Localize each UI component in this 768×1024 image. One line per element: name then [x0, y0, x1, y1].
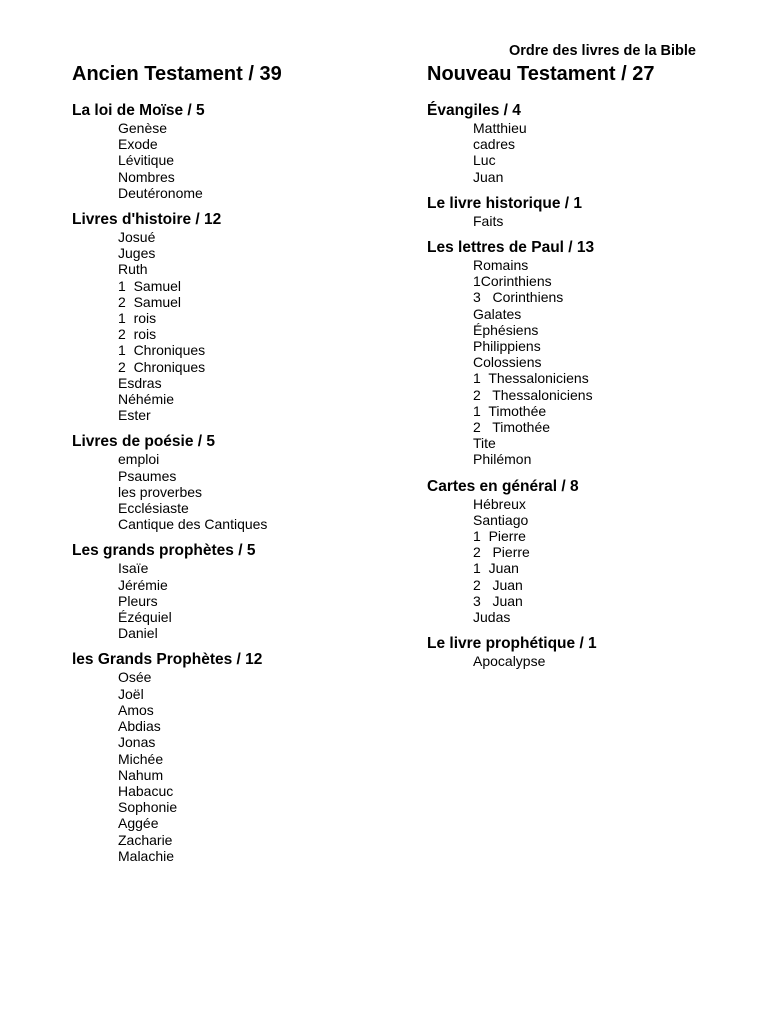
- book-item: 2 Timothée: [473, 419, 551, 436]
- book-item: Amos: [118, 701, 154, 718]
- section-title: Livres de poésie / 5: [72, 433, 216, 451]
- book-section: [427, 478, 727, 626]
- book-item: 2 Chroniques: [118, 358, 206, 375]
- old-testament-column: [72, 60, 402, 874]
- section-title: Cartes en général / 8: [427, 477, 579, 495]
- section-title: Le livre prophétique / 1: [427, 635, 597, 653]
- book-item: Michée: [118, 750, 164, 767]
- book-list: [427, 257, 727, 468]
- book-section: [427, 239, 727, 468]
- book-section: [72, 211, 402, 423]
- section-title: Le livre historique / 1: [427, 194, 583, 212]
- book-section: [427, 102, 727, 185]
- book-item: 1 Timothée: [473, 402, 547, 419]
- old-testament-sections: [72, 102, 402, 864]
- book-item: Joël: [118, 685, 144, 702]
- book-item: Ézéquiel: [118, 609, 172, 626]
- new-testament-title: Nouveau Testament / 27: [427, 63, 655, 85]
- book-item: Luc: [473, 152, 496, 169]
- book-list: [72, 560, 402, 641]
- section-title: Évangiles / 4: [427, 102, 521, 119]
- book-item: Malachie: [118, 847, 175, 864]
- book-item: Josué: [118, 229, 156, 246]
- book-list: [72, 229, 402, 423]
- book-section: [72, 542, 402, 641]
- book-item: Aggée: [118, 815, 159, 832]
- book-item: 1Corinthiens: [473, 273, 552, 290]
- book-item: 2 Samuel: [118, 293, 182, 310]
- book-item: Tite: [473, 435, 496, 452]
- new-testament-column: [427, 60, 727, 679]
- book-item: Galates: [473, 305, 522, 322]
- book-item: Juges: [118, 245, 156, 262]
- book-item: Esdras: [118, 374, 162, 391]
- book-item: 2 Pierre: [473, 544, 530, 561]
- book-item: Nahum: [118, 766, 164, 783]
- book-item: Jonas: [118, 734, 156, 751]
- book-list: [427, 653, 727, 669]
- book-item: Juan: [473, 168, 504, 185]
- book-item: Exode: [118, 136, 158, 153]
- book-item: 1 rois: [118, 310, 157, 327]
- book-item: Romains: [473, 257, 529, 274]
- book-item: Apocalypse: [473, 653, 546, 670]
- book-list: [72, 669, 402, 863]
- document-header: Ordre des livres de la Bible: [509, 43, 696, 59]
- book-item: Néhémie: [118, 391, 175, 408]
- book-item: Philémon: [473, 451, 532, 468]
- book-item: Genèse: [118, 120, 168, 136]
- book-item: Colossiens: [473, 354, 542, 371]
- book-section: [72, 651, 402, 863]
- section-title: Les grands prophètes / 5: [72, 542, 256, 560]
- book-item: cadres: [473, 136, 516, 153]
- book-item: Osée: [118, 669, 152, 686]
- book-item: Ruth: [118, 261, 148, 278]
- book-list: [427, 496, 727, 626]
- book-item: Cantique des Cantiques: [118, 516, 268, 533]
- book-item: Matthieu: [473, 120, 527, 136]
- section-title: les Grands Prophètes / 12: [72, 651, 263, 669]
- book-item: 2 Thessaloniciens: [473, 386, 593, 403]
- book-list: [72, 451, 402, 532]
- book-item: 1 Juan: [473, 560, 519, 577]
- book-item: les proverbes: [118, 483, 203, 500]
- book-item: Isaïe: [118, 560, 149, 577]
- book-item: Habacuc: [118, 782, 174, 799]
- book-item: 1 Thessaloniciens: [473, 370, 589, 387]
- book-item: Ester: [118, 407, 151, 424]
- book-item: Zacharie: [118, 831, 173, 848]
- book-item: 1 Samuel: [118, 277, 182, 294]
- book-list: [72, 120, 402, 201]
- book-section: [427, 195, 727, 229]
- book-item: Judas: [473, 609, 511, 626]
- book-item: Sophonie: [118, 799, 178, 816]
- old-testament-title: Ancien Testament / 39: [72, 63, 282, 85]
- book-item: Philippiens: [473, 338, 541, 355]
- new-testament-sections: [427, 102, 727, 669]
- book-item: 3 Corinthiens: [473, 289, 564, 306]
- book-item: Éphésiens: [473, 321, 539, 338]
- book-item: emploi: [118, 451, 160, 468]
- book-list: [427, 213, 727, 229]
- book-item: Hébreux: [473, 495, 526, 512]
- book-item: Nombres: [118, 168, 175, 185]
- book-item: Deutéronome: [118, 184, 203, 201]
- book-item: 3 Juan: [473, 592, 523, 609]
- book-item: Lévitique: [118, 152, 175, 169]
- book-item: Ecclésiaste: [118, 500, 189, 517]
- section-title: Livres d'histoire / 12: [72, 211, 222, 229]
- book-item: 1 Chroniques: [118, 342, 206, 359]
- book-list: [427, 120, 727, 185]
- section-title: Les lettres de Paul / 13: [427, 239, 595, 257]
- book-item: 1 Pierre: [473, 528, 526, 545]
- book-item: 2 rois: [118, 326, 157, 343]
- book-item: Pleurs: [118, 592, 158, 609]
- book-item: Daniel: [118, 625, 158, 642]
- book-item: Psaumes: [118, 467, 177, 484]
- book-item: Faits: [473, 212, 504, 229]
- book-section: [427, 635, 727, 669]
- book-item: Abdias: [118, 718, 161, 735]
- book-item: Jérémie: [118, 576, 168, 593]
- book-item: Santiago: [473, 511, 529, 528]
- book-item: 2 Juan: [473, 576, 523, 593]
- book-section: [72, 102, 402, 201]
- section-title: La loi de Moïse / 5: [72, 102, 205, 119]
- book-section: [72, 433, 402, 532]
